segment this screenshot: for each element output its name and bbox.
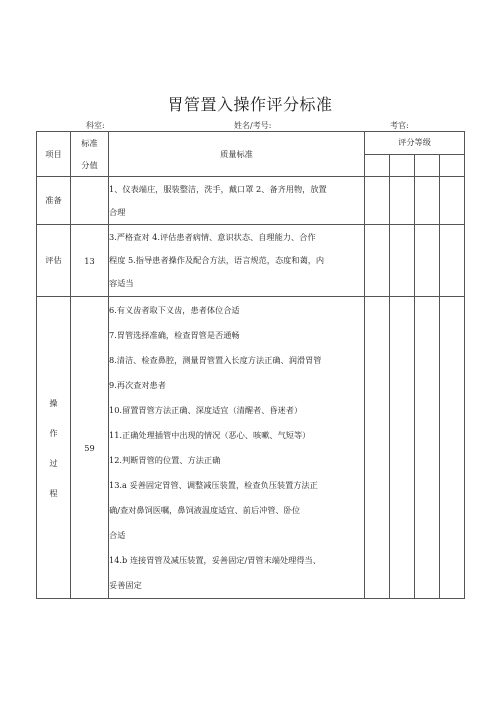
quality-line: 妥善固定 xyxy=(109,579,142,590)
table-header-row xyxy=(37,132,465,155)
quality-line: 13.a 妥善固定胃管、调整减压装置，检查负压装置方法正 xyxy=(109,479,318,490)
name-id-field-label: 姓名/考号: xyxy=(234,121,272,130)
row-score xyxy=(71,177,109,225)
quality-line: 9.再次查对患者 xyxy=(109,379,166,390)
grade-cell[interactable] xyxy=(365,297,390,599)
row-item-vertical xyxy=(37,297,71,599)
row-item-char: 作 xyxy=(49,427,58,438)
header-item: 项目 xyxy=(37,132,71,177)
grade-col-header-4 xyxy=(440,154,465,177)
header-standard-score-line-2: 分值 xyxy=(81,160,98,170)
row-item: 评估 xyxy=(37,225,71,297)
table-row xyxy=(37,297,465,599)
grade-cell[interactable] xyxy=(415,177,440,225)
row-item-char: 操 xyxy=(49,397,58,408)
row-item-char: 程 xyxy=(49,487,58,498)
department-field-label: 科室: xyxy=(86,121,105,130)
grade-cell[interactable] xyxy=(440,177,465,225)
table-row xyxy=(37,225,465,297)
quality-line: 1、仪表端庄，服装整洁，洗手，戴口罩 2、备齐用物，放置 xyxy=(109,183,327,194)
table-row xyxy=(37,177,465,225)
grade-cell[interactable] xyxy=(415,297,440,599)
quality-line: 14.b 连接胃管及减压装置，妥善固定/胃管末端处理得当、 xyxy=(109,554,321,565)
row-quality-standard xyxy=(109,177,365,225)
grade-cell[interactable] xyxy=(390,177,415,225)
quality-line: 确/查对鼻饲医嘱，鼻饲液温度适宜、前后冲管、卧位 xyxy=(109,504,301,515)
header-quality-standard: 质量标准 xyxy=(109,132,365,177)
grade-cell[interactable] xyxy=(365,177,390,225)
header-standard-score xyxy=(71,132,109,177)
grade-cell[interactable] xyxy=(390,225,415,297)
row-quality-standard xyxy=(109,297,365,599)
header-grade: 评分等级 xyxy=(365,132,465,155)
examiner-field-label: 考官: xyxy=(390,121,409,130)
quality-line: 3.严格查对 4.评估患者病情、意识状态、自理能力、合作 xyxy=(109,232,316,242)
grade-col-header-3 xyxy=(415,154,440,177)
quality-line: 程度 5.指导患者操作及配合方法，语言规范，态度和蔼，内 xyxy=(109,255,325,265)
quality-line: 11.正确处理插管中出现的情况（恶心、咳嗽、气短等） xyxy=(109,429,311,440)
row-item-char: 过 xyxy=(49,457,58,468)
quality-line: 容适当 xyxy=(109,278,134,288)
grade-cell[interactable] xyxy=(390,297,415,599)
grade-cell[interactable] xyxy=(415,225,440,297)
row-quality-standard xyxy=(109,225,365,297)
quality-line: 12.判断胃管的位置、方法正确 xyxy=(109,454,221,465)
scoring-table xyxy=(36,131,465,599)
quality-line: 8.清洁、检查鼻腔，测量胃管置入长度方法正确、润滑胃管 xyxy=(109,354,322,365)
grade-cell[interactable] xyxy=(440,297,465,599)
quality-line: 合适 xyxy=(109,529,126,540)
quality-line: 合理 xyxy=(109,206,126,217)
header-standard-score-line-1: 标准 xyxy=(81,138,98,148)
row-score: 59 xyxy=(71,297,109,599)
grade-cell[interactable] xyxy=(440,225,465,297)
quality-line: 7.胃管选择准确，检查胃管是否通畅 xyxy=(109,329,240,340)
row-score: 13 xyxy=(71,225,109,297)
grade-cell[interactable] xyxy=(365,225,390,297)
row-item: 准备 xyxy=(37,177,71,225)
grade-col-header-1 xyxy=(365,154,390,177)
page-title: 胃管置入操作评分标准 xyxy=(167,95,333,114)
grade-col-header-2 xyxy=(390,154,415,177)
quality-line: 6.有义齿者取下义齿，患者体位合适 xyxy=(109,304,240,315)
quality-line: 10.留置胃管方法正确、深度适宜（清醒者、昏迷者） xyxy=(109,404,303,415)
